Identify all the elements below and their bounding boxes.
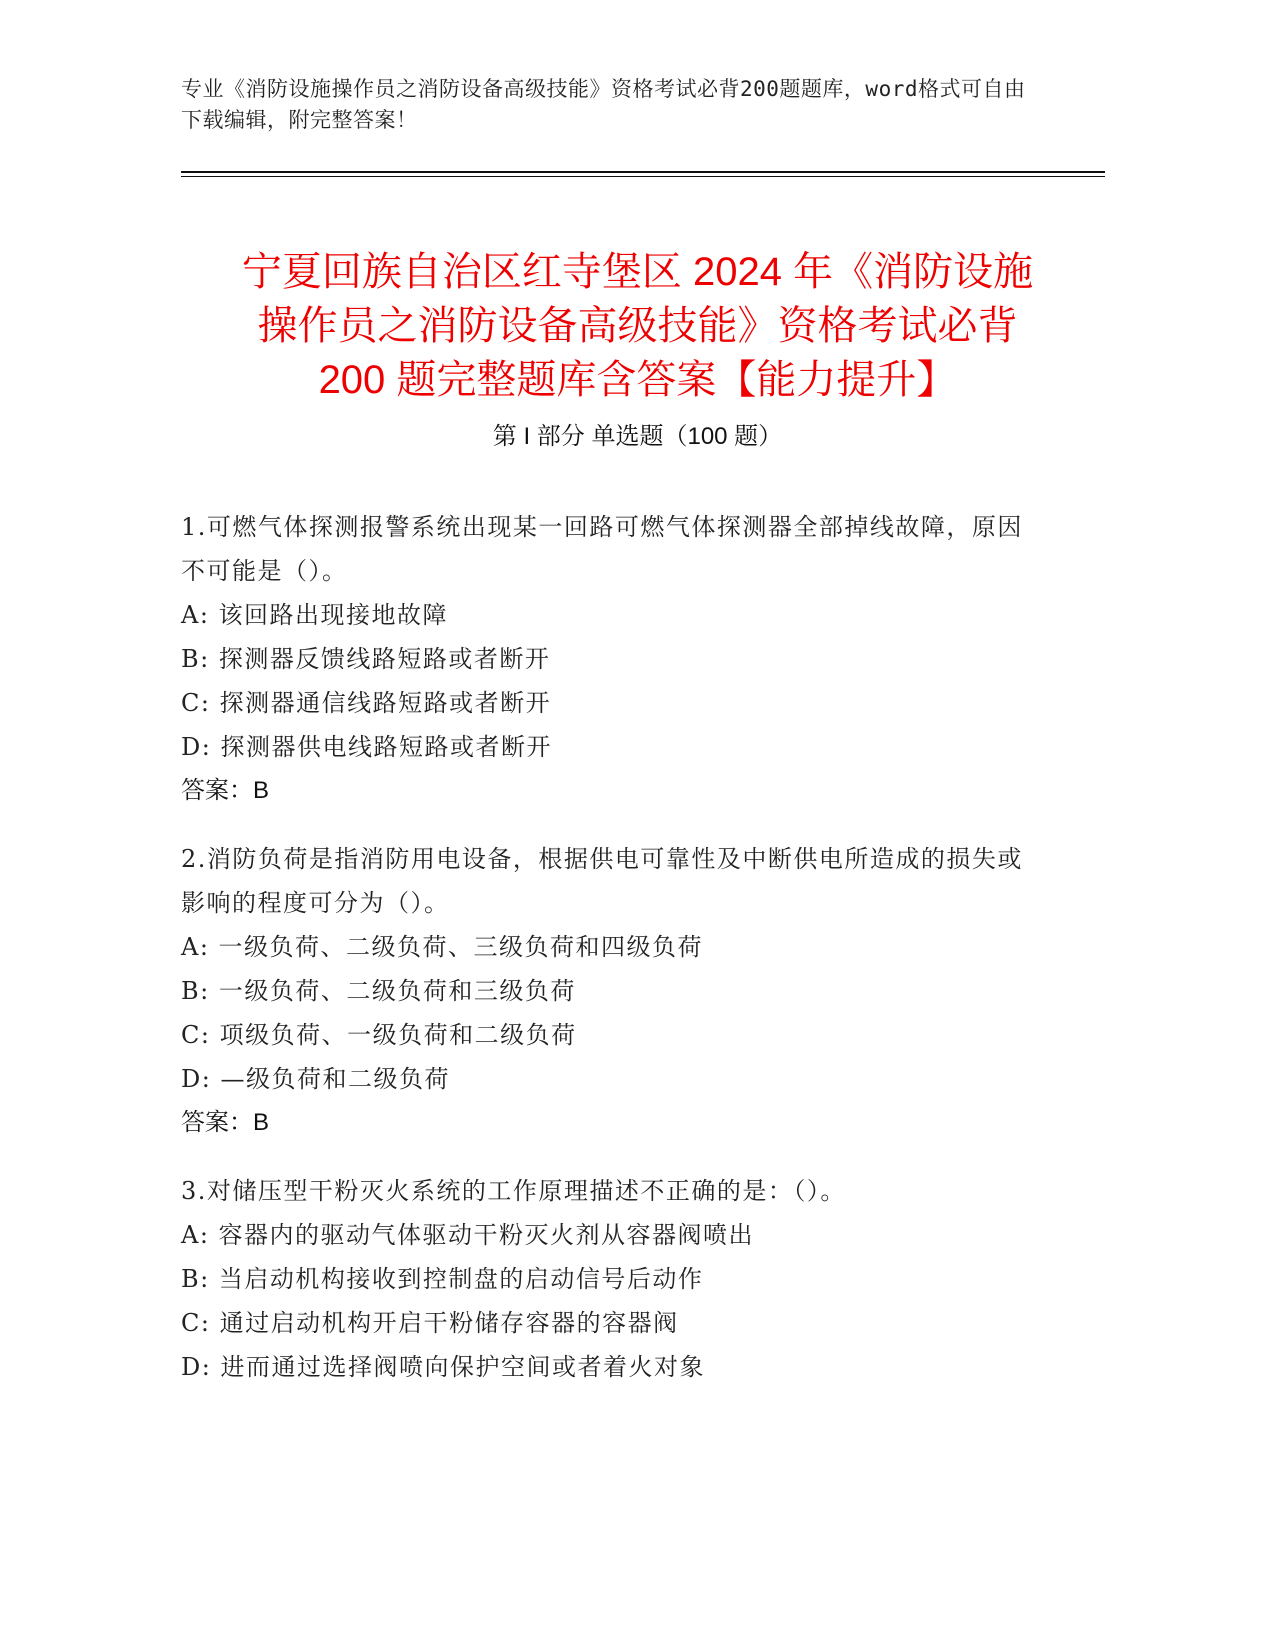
- section-heading: 第 I 部分 单选题（100 题）: [492, 423, 783, 450]
- question-stem: 2.消防负荷是指消防用电设备，根据供电可靠性及中断供电所造成的损失或影响的程度可分为（）。: [181, 845, 1023, 917]
- option-b: B: 当启动机构接收到控制盘的启动信号后动作: [181, 1265, 704, 1293]
- option-a: A: 一级负荷、二级负荷、三级负荷和四级负荷: [181, 933, 704, 961]
- question-1: [181, 505, 1031, 813]
- option-c: C: 探测器通信线路短路或者断开: [181, 689, 552, 717]
- header-divider-thin: [181, 176, 1105, 177]
- option-c: C: 项级负荷、一级负荷和二级负荷: [181, 1021, 577, 1049]
- question-3: [181, 1169, 1031, 1389]
- title-line-3: 200 题完整题库含答案【能力提升】: [318, 357, 957, 402]
- answer: 答案：B: [181, 1109, 270, 1136]
- question-2: [181, 837, 1031, 1145]
- option-b: B: 一级负荷、二级负荷和三级负荷: [181, 977, 576, 1005]
- title-line-1: 宁夏回族自治区红寺堡区 2024 年《消防设施: [241, 249, 1034, 294]
- option-d: D: —级负荷和二级负荷: [181, 1065, 450, 1093]
- option-d: D: 进而通过选择阀喷向保护空间或者着火对象: [181, 1353, 705, 1381]
- option-d: D: 探测器供电线路短路或者断开: [181, 733, 552, 761]
- document-title: [150, 245, 1125, 407]
- header-divider-thick: [181, 171, 1105, 173]
- question-stem: 3.对储压型干粉灭火系统的工作原理描述不正确的是：（）。: [181, 1177, 846, 1205]
- title-line-2: 操作员之消防设备高级技能》资格考试必背: [257, 303, 1018, 348]
- option-a: A: 该回路出现接地故障: [181, 601, 449, 629]
- option-c: C: 通过启动机构开启干粉储存容器的容器阀: [181, 1309, 679, 1337]
- answer: 答案：B: [181, 777, 270, 804]
- header-note: 专业《消防设施操作员之消防设备高级技能》资格考试必背200题题库，word格式可自由下载编辑，附完整答案！: [181, 77, 1026, 132]
- option-b: B: 探测器反馈线路短路或者断开: [181, 645, 551, 673]
- question-list: [181, 505, 1031, 1413]
- question-stem: 1.可燃气体探测报警系统出现某一回路可燃气体探测器全部掉线故障，原因不可能是（）。: [181, 513, 1023, 585]
- option-a: A: 容器内的驱动气体驱动干粉灭火剂从容器阀喷出: [181, 1221, 755, 1249]
